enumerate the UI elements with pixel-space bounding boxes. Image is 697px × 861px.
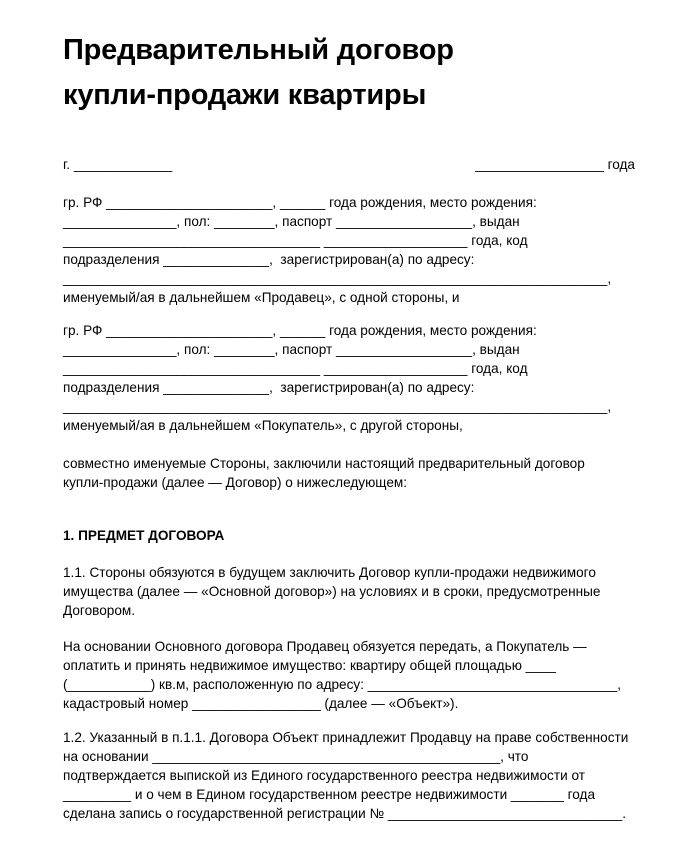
text-line: (___________) кв.м, расположенную по адресу: _________________________________, [63, 677, 622, 692]
text-line: гр. РФ ______________________, ______ года рождения, место рождения: [63, 323, 537, 338]
title-line: Предварительный договор [63, 34, 454, 66]
text-line: _________ и о чем в Едином государственном реестре недвижимости _______ года [63, 787, 596, 802]
text-line: купли-продажи (далее — Договор) о нижеследующем: [63, 475, 408, 490]
text-line: подразделения ______________, зарегистрирован(а) по адресу: [63, 252, 475, 267]
text-line: _______________, пол: ________, паспорт __________________, выдан [63, 342, 520, 357]
text-line: кадастровый номер _________________ (далее — «Объект»). [63, 696, 459, 711]
text-line: 1.2. Указанный в п.1.1. Договора Объект принадлежит Продавцу на праве собственности [63, 730, 629, 745]
text-line: подтверждается выпиской из Единого государственного реестра недвижимости от [63, 768, 585, 783]
text-line: 1.1. Стороны обязуются в будущем заключить Договор купли-продажи недвижимого [63, 565, 596, 580]
text-line: сделана запись о государственной регистрации № _______________________________. [63, 806, 626, 821]
text-line: оплатить и принять недвижимое имущество: квартиру общей площадью ____ [63, 658, 556, 673]
text-line: На основании Основного договора Продавец обязуется передать, а Покупатель — [63, 639, 587, 654]
text-line: имущества (далее — «Основной договор») на условиях и в сроки, предусмотренные [63, 584, 601, 599]
text-line: ________________________________________________________________________, [63, 271, 612, 286]
text-line: ________________________________________________________________________, [63, 399, 612, 414]
text-line: совместно именуемые Стороны, заключили настоящий предварительный договор [63, 456, 585, 471]
text-line: на основании ______________________________________________, что [63, 749, 529, 764]
date-field: _________________ года [475, 157, 635, 172]
text-line: подразделения ______________, зарегистрирован(а) по адресу: [63, 380, 475, 395]
text-line: именуемый/ая в дальнейшем «Покупатель», с другой стороны, [63, 418, 463, 433]
place-field: г. _____________ [63, 157, 173, 172]
text-line: Договором. [63, 603, 136, 618]
section-heading: 1. ПРЕДМЕТ ДОГОВОРА [63, 528, 225, 543]
text-line: именуемый/ая в дальнейшем «Продавец», с одной стороны, и [63, 290, 460, 305]
text-line: __________________________________ ___________________ года, код [63, 361, 528, 376]
text-line: гр. РФ ______________________, ______ года рождения, место рождения: [63, 195, 537, 210]
title-line: купли-продажи квартиры [63, 79, 427, 111]
text-line: __________________________________ ___________________ года, код [63, 233, 528, 248]
document-title [63, 28, 454, 118]
text-line: _______________, пол: ________, паспорт __________________, выдан [63, 214, 520, 229]
